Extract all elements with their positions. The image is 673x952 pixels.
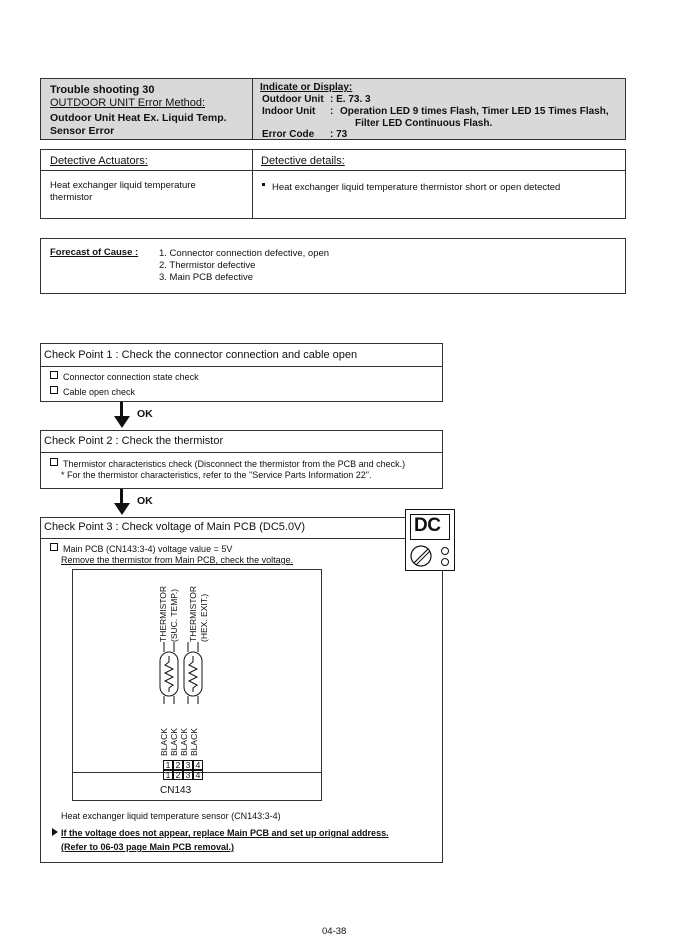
pin-cell: 1 — [163, 760, 173, 770]
wire-label-2: BLACK — [169, 728, 179, 756]
meter-label: DC — [414, 515, 441, 536]
actuators-text-line1: Heat exchanger liquid temperature — [50, 180, 196, 191]
pin-cell: 3 — [183, 770, 193, 780]
checkbox — [50, 386, 58, 394]
indicate-label: Indicate or Display: — [260, 82, 353, 93]
check2-title: Check Point 2 : Check the thermistor — [44, 435, 224, 447]
wire-label-1: BLACK — [159, 728, 169, 756]
wiring-diagram — [72, 569, 322, 801]
check-point-3 — [40, 517, 443, 863]
page-number: 04-38 — [322, 926, 347, 937]
checkbox — [50, 543, 58, 551]
thermistor2-label-line2: (HEX. EXIT.) — [199, 593, 209, 642]
checkbox — [50, 371, 58, 379]
pin-cell: 4 — [193, 760, 203, 770]
check1-item-1: Connector connection state check — [50, 371, 199, 382]
check1-divider — [41, 366, 442, 367]
flow-arrow-2-head — [114, 503, 130, 515]
error-code-label: Error Code — [262, 129, 315, 140]
thermistor1-label-line2: (SUC. TEMP.) — [169, 588, 179, 642]
check-point-2 — [40, 430, 443, 489]
check3-item-line2: Remove the thermistor from Main PCB, check the voltage. — [61, 555, 294, 565]
error-title-line1: Outdoor Unit Heat Ex. Liquid Temp. — [50, 112, 227, 124]
indoor-value-line2: Filter LED Continuous Flash. — [355, 118, 493, 129]
indoor-label: Indoor Unit — [262, 106, 316, 117]
details-label: Detective details: — [261, 155, 345, 167]
action-line1: If the voltage does not appear, replace Main PCB and set up orignal address. — [52, 828, 389, 838]
method-label: OUTDOOR UNIT Error Method: — [50, 97, 206, 109]
details-bullet — [262, 183, 265, 186]
detective-box — [40, 149, 626, 219]
check3-item-line1: Main PCB (CN143:3-4) voltage value = 5V — [50, 543, 232, 554]
multimeter-icon — [405, 509, 455, 571]
triangle-bullet-icon — [52, 828, 58, 836]
wire-label-3: BLACK — [179, 728, 189, 756]
checkbox — [50, 458, 58, 466]
detective-divider-h — [41, 170, 625, 171]
indoor-sep: : — [330, 106, 334, 117]
connector-label: CN143 — [160, 785, 192, 796]
check1-title: Check Point 1 : Check the connector connection and cable open — [44, 349, 358, 361]
forecast-cause-2: 2. Thermistor defective — [159, 260, 256, 271]
outdoor-value: : E. 73. 3 — [330, 94, 371, 105]
forecast-cause-3: 3. Main PCB defective — [159, 272, 253, 283]
check-point-1 — [40, 343, 443, 402]
check1-item-2: Cable open check — [50, 386, 135, 397]
forecast-label: Forecast of Cause : — [50, 247, 139, 258]
flow-arrow-1-head — [114, 416, 130, 428]
pin-cell: 2 — [173, 760, 183, 770]
check3-title: Check Point 3 : Check voltage of Main PCB (DC5.0V) — [44, 521, 306, 533]
trouble-label: Trouble shooting 30 — [50, 84, 155, 96]
ok-label-1: OK — [137, 408, 153, 420]
sensor-caption: Heat exchanger liquid temperature sensor (CN143:3-4) — [61, 811, 281, 821]
pin-cell: 1 — [163, 770, 173, 780]
thermistor2-label-line1: THERMISTOR — [188, 585, 198, 642]
check2-item: Thermistor characteristics check (Disconnect the thermistor from the PCB and check.) — [50, 458, 405, 469]
pin-cell: 4 — [193, 770, 203, 780]
action-line2: (Refer to 06-03 page Main PCB removal.) — [61, 842, 235, 852]
error-code-value: : 73 — [330, 129, 348, 140]
details-text: Heat exchanger liquid temperature thermistor short or open detected — [272, 182, 561, 193]
check2-note: * For the thermistor characteristics, refer to the "Service Parts Information 22". — [61, 470, 372, 480]
pin-cell: 3 — [183, 760, 193, 770]
forecast-cause-1: 1. Connector connection defective, open — [159, 248, 330, 259]
indoor-value-line1: Operation LED 9 times Flash, Timer LED 15 Times Flash, — [340, 106, 609, 117]
forecast-box — [40, 238, 626, 294]
check3-divider — [41, 538, 442, 539]
thermistor1-label-line1: THERMISTOR — [158, 585, 168, 642]
detective-divider-v — [252, 150, 253, 218]
meter-dial-icon — [409, 544, 453, 570]
outdoor-label: Outdoor Unit — [262, 94, 324, 105]
check2-divider — [41, 452, 442, 453]
pin-cell: 2 — [173, 770, 183, 780]
header-box — [40, 78, 626, 140]
actuators-text-line2: thermistor — [50, 192, 93, 203]
ok-label-2: OK — [137, 495, 153, 507]
error-title-line2: Sensor Error — [50, 125, 115, 137]
wire-label-4: BLACK — [189, 728, 199, 756]
actuators-label: Detective Actuators: — [50, 155, 148, 167]
